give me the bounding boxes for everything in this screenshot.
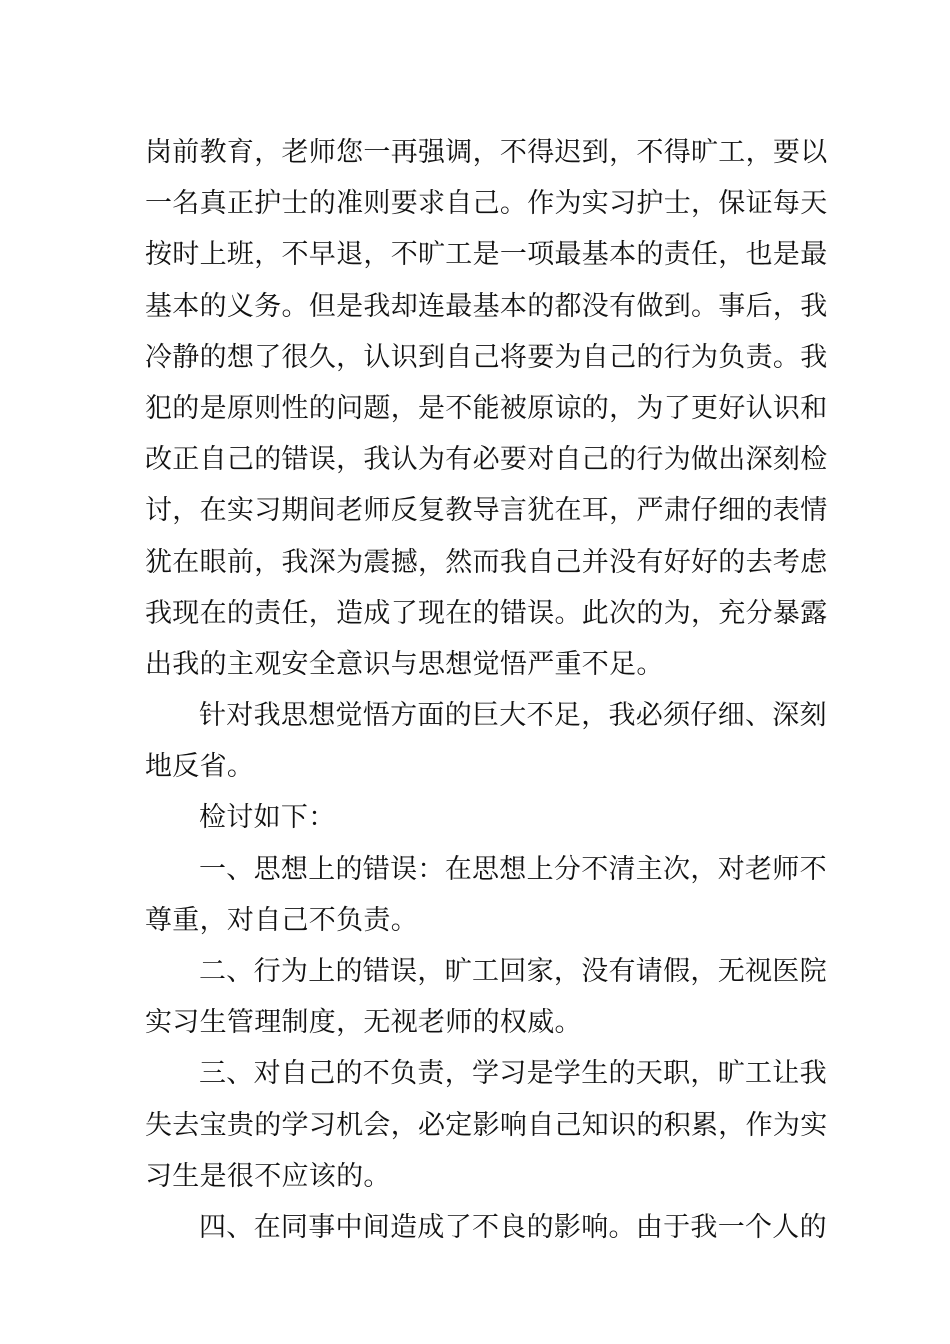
document-body <box>145 127 828 1253</box>
text-line: 基本的义务。但是我却连最基本的都没有做到。事后，我 <box>145 290 828 322</box>
text-line: 岗前教育，老师您一再强调，不得迟到，不得旷工，要以 <box>145 137 828 168</box>
text-line: 失去宝贵的学习机会，必定影响自己知识的积累，作为实 <box>145 1109 828 1141</box>
text-line: 出我的主观安全意识与思想觉悟严重不足。 <box>145 648 664 680</box>
text-line: 讨，在实习期间老师反复教导言犹在耳，严肃仔细的表情 <box>145 495 828 527</box>
text-line: 检讨如下： <box>199 802 336 834</box>
text-line: 二、行为上的错误，旷工回家，没有请假，无视医院 <box>199 956 827 987</box>
text-line: 三、对自己的不负责，学习是学生的天职，旷工让我 <box>199 1058 827 1090</box>
text-line: 一名真正护士的准则要求自己。作为实习护士，保证每天 <box>145 188 828 220</box>
text-line: 改正自己的错误，我认为有必要对自己的行为做出深刻检 <box>145 444 828 476</box>
text-line: 按时上班，不早退，不旷工是一项最基本的责任，也是最 <box>145 239 828 271</box>
text-line: 犯的是原则性的问题，是不能被原谅的，为了更好认识和 <box>145 392 828 424</box>
text-line: 针对我思想觉悟方面的巨大不足，我必须仔细、深刻 <box>199 700 827 732</box>
text-line: 地反省。 <box>145 751 255 783</box>
text-line: 犹在眼前，我深为震撼，然而我自己并没有好好的去考虑 <box>145 546 828 578</box>
text-line: 一、思想上的错误：在思想上分不清主次，对老师不 <box>199 853 827 885</box>
text-line: 冷静的想了很久，认识到自己将要为自己的行为负责。我 <box>145 341 828 373</box>
text-line: 实习生管理制度，无视老师的权威。 <box>145 1007 582 1039</box>
text-line: 尊重，对自己不负责。 <box>145 904 418 936</box>
text-line: 我现在的责任，造成了现在的错误。此次的为，充分暴露 <box>145 597 828 629</box>
text-line: 四、在同事中间造成了不良的影响。由于我一个人的 <box>199 1211 827 1243</box>
text-line: 习生是很不应该的。 <box>145 1160 391 1192</box>
